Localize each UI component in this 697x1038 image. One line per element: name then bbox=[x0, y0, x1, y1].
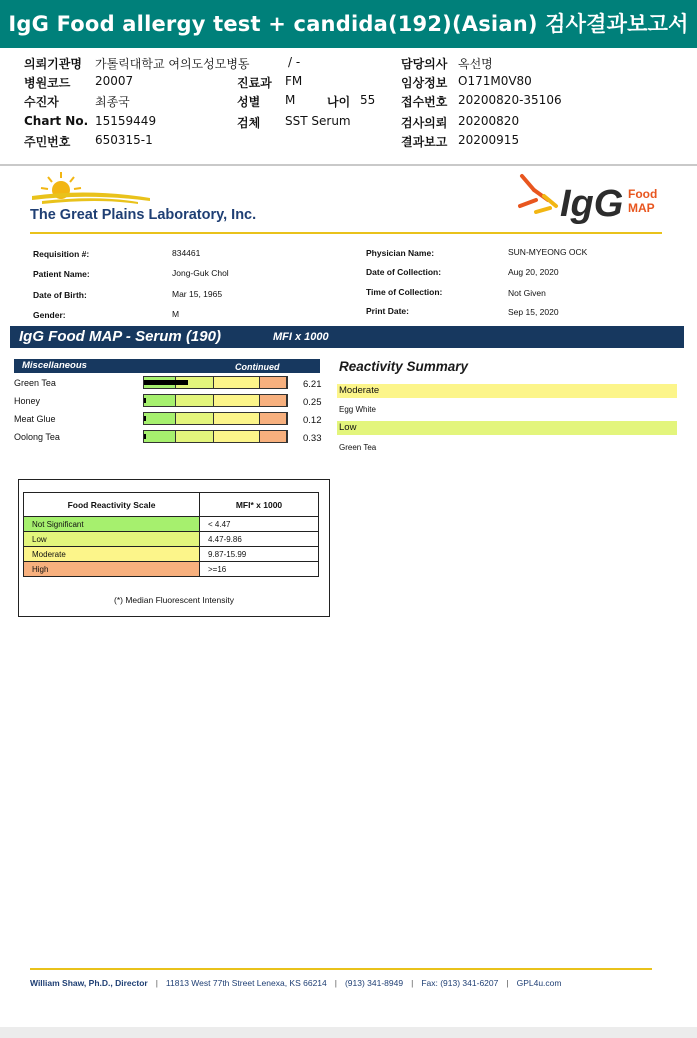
food-name: Green Tea bbox=[14, 378, 56, 388]
report-row bbox=[0, 55, 697, 74]
reactivity-summary-title: Reactivity Summary bbox=[339, 359, 469, 374]
map-mfi-label: MFI x 1000 bbox=[273, 331, 329, 343]
clinic-label: 진료과 bbox=[237, 76, 272, 90]
moderate-items: Egg White bbox=[339, 405, 376, 414]
food-name: Honey bbox=[14, 396, 41, 406]
lab-name: The Great Plains Laboratory, Inc. bbox=[30, 207, 257, 223]
reactivity-scale-table bbox=[23, 492, 319, 577]
scale-header-col2: MFI* x 1000 bbox=[200, 493, 319, 517]
food-value: 0.33 bbox=[303, 433, 322, 444]
chart-no-label: Chart No. bbox=[24, 114, 89, 128]
reactivity-scale-box bbox=[18, 479, 330, 617]
category-header bbox=[14, 359, 320, 373]
reactivity-bar bbox=[143, 430, 288, 443]
patient-label: 수진자 bbox=[24, 95, 59, 109]
footer: William Shaw, Ph.D., Director | 11813 West 77th Street Lenexa, KS 66214 | (913) 341-8949 | Fax: (913) 341-6207 | GPL4u.com bbox=[30, 978, 562, 988]
food-row bbox=[0, 396, 340, 412]
logo-map-text: MAP bbox=[628, 201, 655, 215]
gender-label: Gender: bbox=[33, 310, 66, 320]
resident-no-value: 650315-1 bbox=[95, 133, 153, 147]
dob-label: Date of Birth: bbox=[33, 290, 87, 300]
header-divider bbox=[0, 164, 697, 166]
reactivity-bar bbox=[143, 394, 288, 407]
report-title: IgG Food allergy test + candida(192)(Asian) 검사결과보고서 bbox=[0, 0, 697, 48]
institution-label: 의뢰기관명 bbox=[24, 57, 82, 71]
scale-label: Not Significant bbox=[24, 517, 200, 532]
report-date-value: 20200915 bbox=[458, 133, 520, 147]
receipt-no-label: 접수번호 bbox=[401, 95, 448, 109]
clinical-info-value: O171M0V80 bbox=[458, 74, 532, 88]
footer-phone: (913) 341-8949 bbox=[344, 978, 404, 988]
logo-food-text: Food bbox=[628, 187, 658, 201]
scale-row bbox=[24, 517, 319, 532]
footer-address: 11813 West 77th Street Lenexa, KS 66214 bbox=[165, 978, 327, 988]
chart-no-value: 15159449 bbox=[95, 114, 157, 128]
reactivity-fill bbox=[144, 416, 146, 421]
patient-value: 최종국 bbox=[95, 95, 130, 109]
map-title-bar bbox=[10, 326, 684, 348]
clinical-info-label: 임상정보 bbox=[401, 76, 448, 90]
request-date-label: 검사의뢰 bbox=[401, 116, 448, 130]
scale-row bbox=[24, 562, 319, 577]
footer-director: William Shaw, Ph.D., Director bbox=[30, 978, 148, 988]
department-value: / - bbox=[288, 55, 301, 69]
age-value: 55 bbox=[360, 93, 376, 107]
requisition-label: Requisition #: bbox=[33, 249, 90, 259]
report-info-table bbox=[0, 54, 697, 164]
report-row bbox=[0, 133, 697, 152]
dob-value: Mar 15, 1965 bbox=[172, 289, 223, 299]
scale-range: < 4.47 bbox=[200, 517, 319, 532]
igg-food-map-logo bbox=[516, 170, 666, 228]
food-row bbox=[0, 414, 340, 430]
doctor-label: 담당의사 bbox=[401, 57, 448, 71]
scale-label: Moderate bbox=[24, 547, 200, 562]
report-row bbox=[0, 74, 697, 93]
reactivity-fill bbox=[144, 434, 146, 439]
reactivity-fill bbox=[144, 380, 188, 385]
hospital-code-label: 병원코드 bbox=[24, 76, 71, 90]
resident-no-label: 주민번호 bbox=[24, 135, 71, 149]
page-bottom-strip bbox=[0, 1027, 697, 1038]
collection-date-label: Date of Collection: bbox=[366, 267, 442, 277]
collection-time-value: Not Given bbox=[508, 288, 546, 298]
scale-range: 4.47-9.86 bbox=[200, 532, 319, 547]
doctor-value: 옥선명 bbox=[458, 57, 493, 71]
age-label: 나이 bbox=[327, 95, 351, 109]
scale-row bbox=[24, 547, 319, 562]
low-band: Low bbox=[337, 421, 677, 435]
request-date-value: 20200820 bbox=[458, 114, 520, 128]
patient-name-value: Jong-Guk Chol bbox=[172, 268, 229, 278]
food-name: Meat Glue bbox=[14, 414, 56, 424]
scale-range: >=16 bbox=[200, 562, 319, 577]
requisition-value: 834461 bbox=[172, 248, 201, 258]
hospital-code-value: 20007 bbox=[95, 74, 134, 88]
food-row bbox=[0, 432, 340, 448]
physician-value: SUN-MYEONG OCK bbox=[508, 247, 588, 257]
food-name: Oolong Tea bbox=[14, 432, 60, 442]
footer-divider bbox=[30, 968, 652, 970]
footer-fax: Fax: (913) 341-6207 bbox=[421, 978, 499, 988]
physician-label: Physician Name: bbox=[366, 248, 435, 258]
patient-name-label: Patient Name: bbox=[33, 269, 90, 279]
moderate-band: Moderate bbox=[337, 384, 677, 398]
scale-range: 9.87-15.99 bbox=[200, 547, 319, 562]
scale-header-col1: Food Reactivity Scale bbox=[24, 493, 200, 517]
print-date-value: Sep 15, 2020 bbox=[508, 307, 559, 317]
scale-label: Low bbox=[24, 532, 200, 547]
food-row bbox=[0, 378, 340, 394]
reactivity-bar bbox=[143, 376, 288, 389]
report-date-label: 결과보고 bbox=[401, 135, 448, 149]
footer-website[interactable]: GPL4u.com bbox=[516, 978, 562, 988]
low-items: Green Tea bbox=[339, 443, 377, 452]
sex-label: 성별 bbox=[237, 95, 261, 109]
report-row bbox=[0, 93, 697, 112]
specimen-label: 검체 bbox=[237, 116, 261, 130]
map-title: IgG Food MAP - Serum (190) bbox=[19, 328, 221, 345]
sex-value: M bbox=[285, 93, 296, 107]
scale-row bbox=[24, 532, 319, 547]
food-value: 0.25 bbox=[303, 397, 322, 408]
scale-footnote: (*) Median Fluorescent Intensity bbox=[114, 595, 234, 605]
receipt-no-value: 20200820-35106 bbox=[458, 93, 562, 107]
report-row bbox=[0, 114, 697, 133]
category-name: Miscellaneous bbox=[22, 360, 87, 371]
gold-divider bbox=[30, 232, 662, 234]
print-date-label: Print Date: bbox=[366, 306, 409, 316]
specimen-value: SST Serum bbox=[285, 114, 351, 128]
institution-value: 가톨릭대학교 여의도성모병동 bbox=[95, 57, 250, 71]
collection-date-value: Aug 20, 2020 bbox=[508, 267, 559, 277]
scale-label: High bbox=[24, 562, 200, 577]
category-continued: Continued bbox=[235, 362, 280, 372]
reactivity-bar bbox=[143, 412, 288, 425]
collection-time-label: Time of Collection: bbox=[366, 287, 443, 297]
igg-logo-text: IgG bbox=[560, 183, 624, 225]
food-value: 0.12 bbox=[303, 415, 322, 426]
food-value: 6.21 bbox=[303, 379, 322, 390]
clinic-value: FM bbox=[285, 74, 303, 88]
gender-value: M bbox=[172, 309, 180, 319]
reactivity-fill bbox=[144, 398, 146, 403]
